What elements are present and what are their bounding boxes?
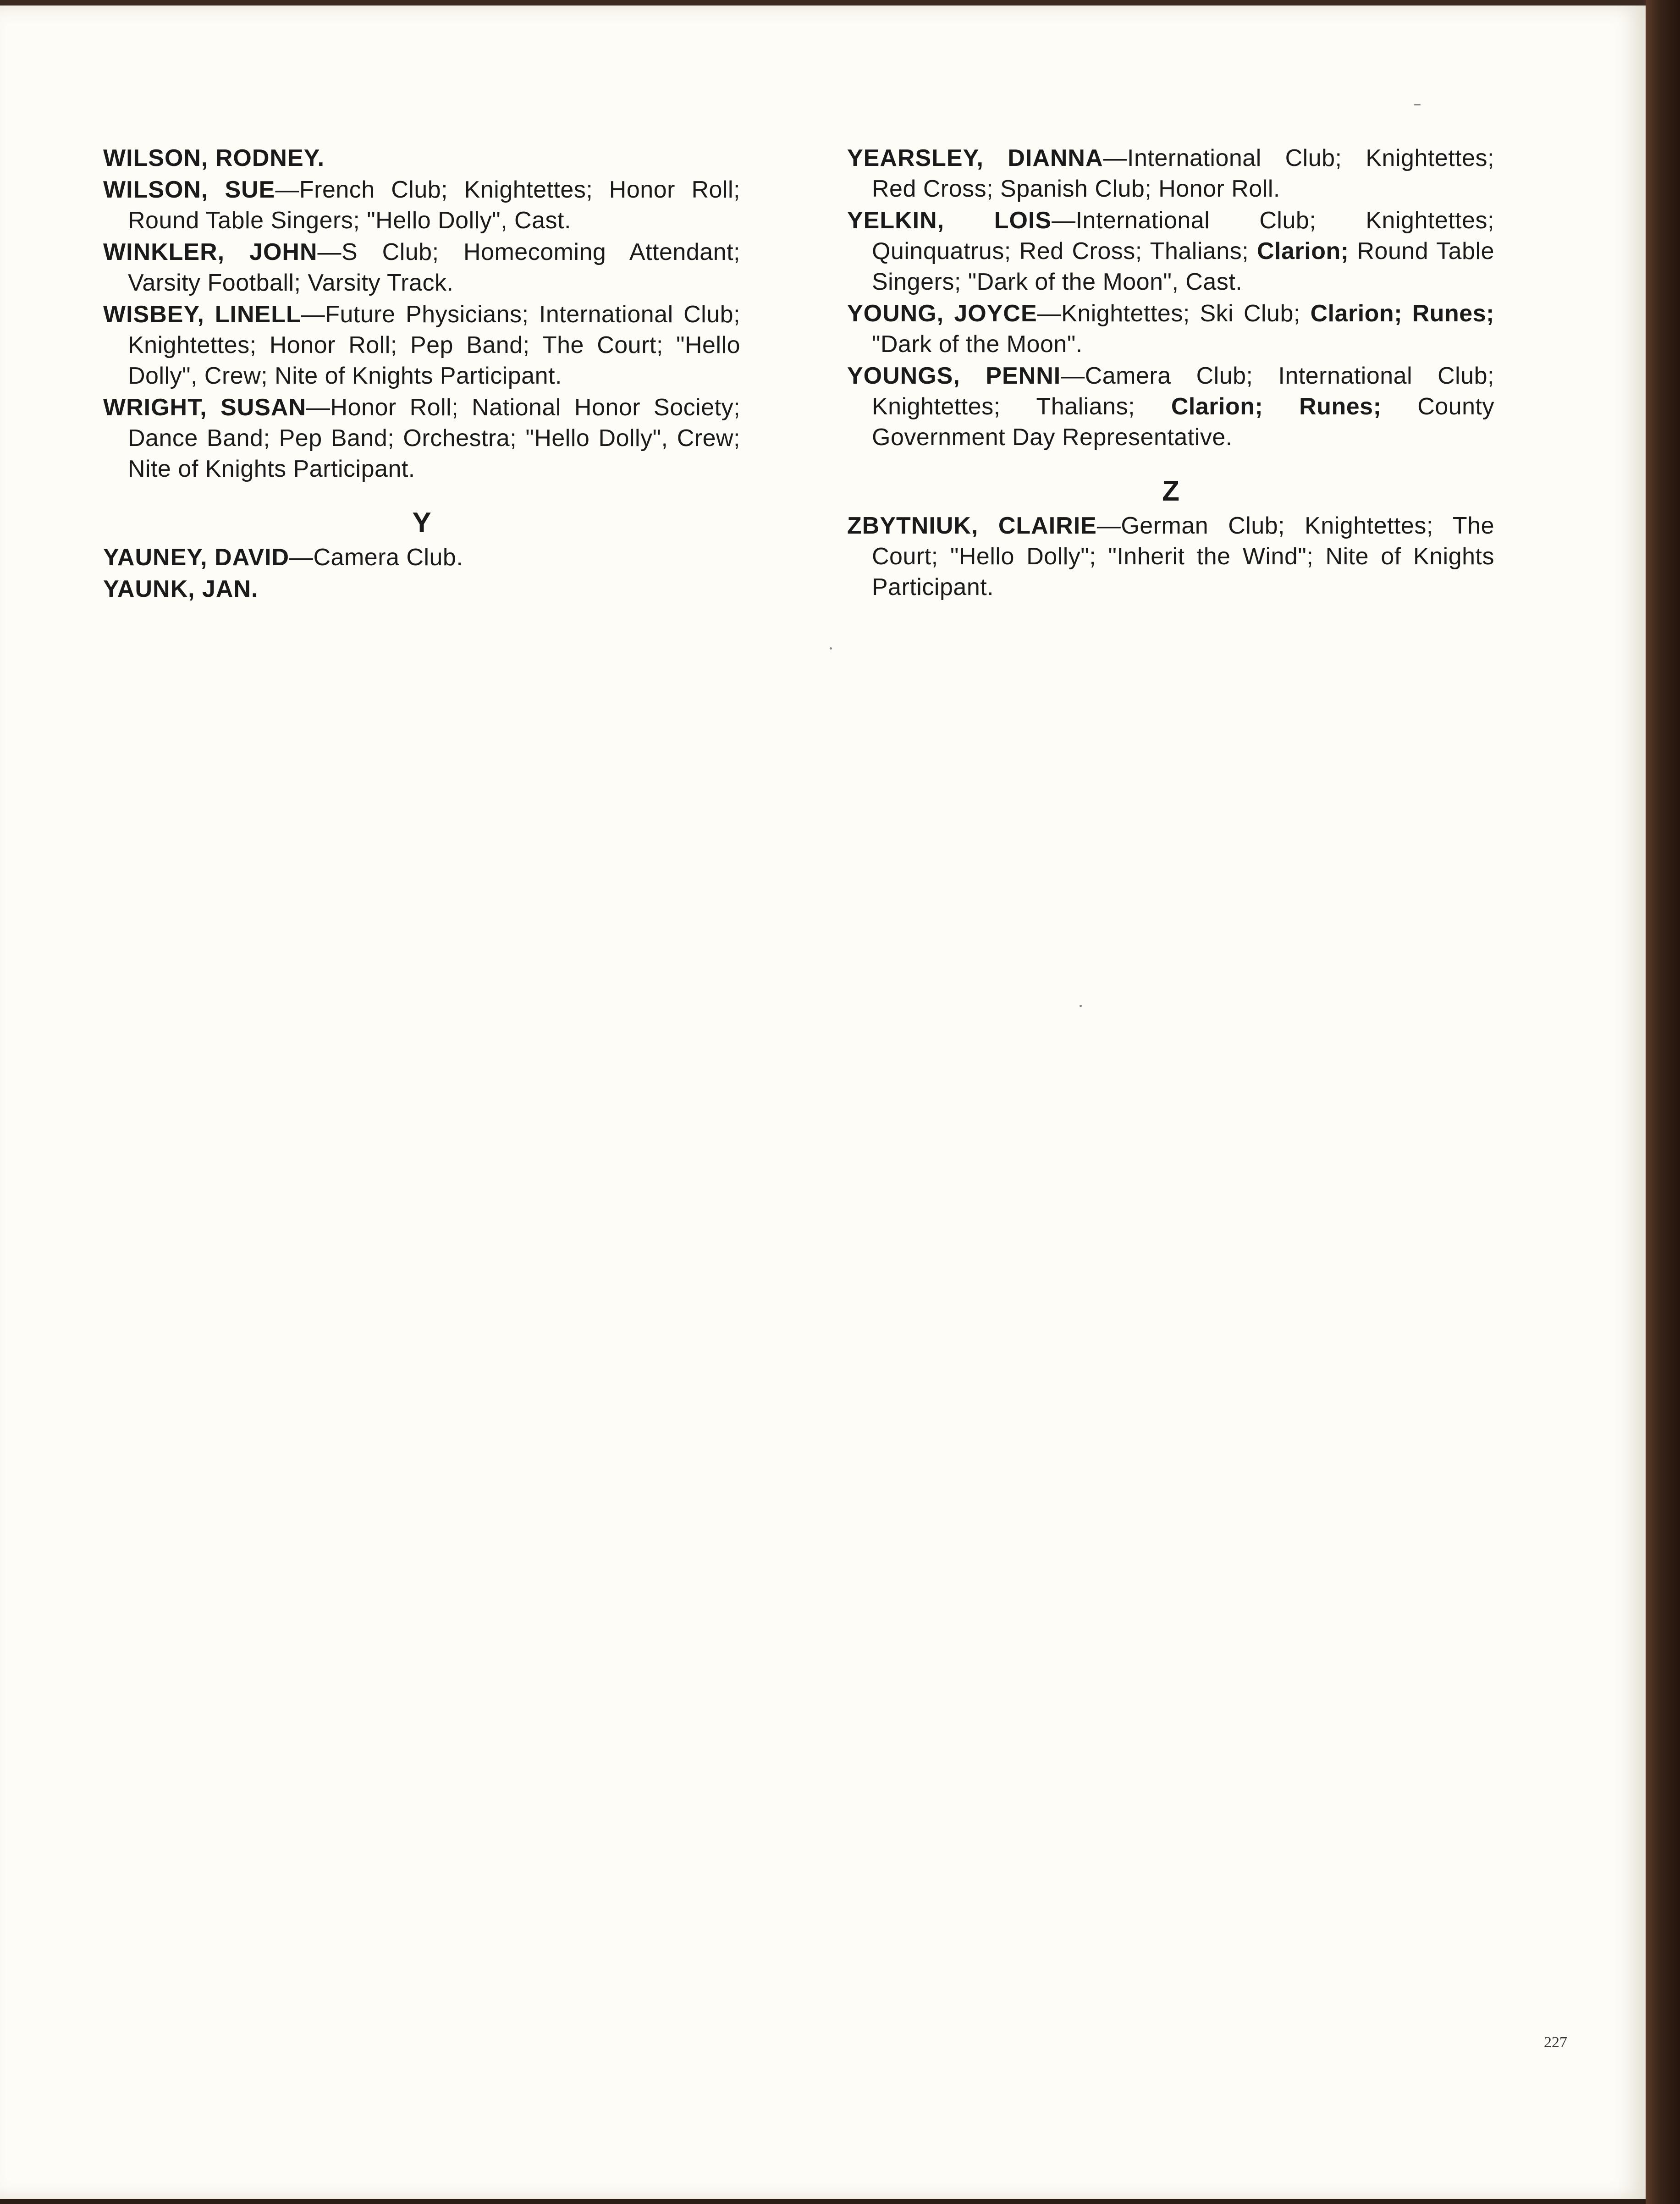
entry-dash: — [1037, 300, 1062, 327]
activities-text: International Club; Knightettes; Red Cross; Spanish Club; Honor Roll. [872, 145, 1494, 202]
student-name: YOUNGS, PENNI [847, 363, 1061, 389]
student-name: WRIGHT, SUSAN [103, 394, 307, 421]
print-speck [1414, 104, 1421, 105]
print-speck [1080, 1005, 1082, 1007]
right-entries [847, 143, 1494, 453]
activities-text: Future Physicians; International Club; Knightettes; Honor Roll; Pep Band; The Court; "Hello Dolly", Crew; Nite of Knights Participant. [128, 301, 740, 389]
roster-entry [103, 143, 740, 174]
activities-text: Round Table Singers; "Dark of the Moon", Cast. [872, 238, 1494, 295]
student-name: WINKLER, JOHN [103, 239, 318, 265]
section-letter-y: Y [412, 507, 431, 539]
roster-entry [847, 143, 1494, 204]
roster-entry [847, 361, 1494, 453]
student-name: WILSON, RODNEY. [103, 145, 325, 171]
entry-dash: — [1103, 145, 1128, 171]
print-speck [830, 647, 832, 650]
student-name: YOUNG, JOYCE [847, 300, 1037, 327]
activities-text: Honor Roll; National Honor Society; Dance Band; Pep Band; Orchestra; "Hello Dolly", Crew; Nite of Knights Participant. [128, 394, 741, 482]
roster-entry [103, 542, 740, 573]
entry-dash: — [317, 239, 342, 265]
student-name: YAUNK, JAN. [103, 576, 259, 602]
entry-dash: — [1096, 512, 1121, 539]
roster-entry [103, 237, 740, 298]
activities-text: French Club; Knightettes; Honor Roll; Round Table Singers; "Hello Dolly", Cast. [128, 176, 740, 234]
student-name: YEARSLEY, DIANNA [847, 145, 1103, 171]
roster-entry [103, 299, 740, 391]
book-spine-edge [1646, 0, 1680, 2204]
entry-dash: — [1061, 363, 1085, 389]
entry-dash: — [1052, 207, 1076, 234]
activities-text: S Club; Homecoming Attendant; Varsity Football; Varsity Track. [128, 239, 740, 296]
activities-text: Knightettes; Ski Club; [1061, 300, 1311, 327]
publication-name: Clarion; Runes; [1310, 300, 1494, 327]
page-number: 227 [1544, 2034, 1567, 2051]
right-column [847, 143, 1494, 604]
entry-dash: — [306, 394, 330, 421]
activities-text: International Club; Knightettes; Quinquatrus; Red Cross; Thalians; [872, 207, 1494, 264]
top-edge [0, 0, 1680, 6]
left-column [103, 143, 740, 606]
roster-entry [847, 511, 1494, 603]
roster-entry [103, 574, 740, 605]
right-entries-after [847, 511, 1494, 603]
activities-text: County Government Day Representative. [872, 393, 1494, 451]
roster-entry [103, 392, 740, 485]
roster-entry [847, 298, 1494, 360]
left-entries [103, 143, 740, 485]
entry-dash: — [275, 176, 299, 203]
activities-text: Camera Club; International Club; Knightettes; Thalians; [872, 363, 1495, 420]
activities-text: German Club; Knightettes; The Court; "Hello Dolly"; "Inherit the Wind"; Nite of Knights Participant. [872, 512, 1494, 601]
left-entries-after [103, 542, 740, 605]
activities-text: "Dark of the Moon". [872, 331, 1083, 358]
student-name: WISBEY, LINELL [103, 301, 301, 328]
student-name: ZBYTNIUK, CLAIRIE [847, 512, 1097, 539]
entry-dash: — [301, 301, 325, 328]
roster-entry [847, 205, 1494, 298]
yearbook-page [0, 6, 1646, 2199]
student-name: YAUNEY, DAVID [103, 544, 289, 571]
entry-dash: — [289, 544, 314, 571]
publication-name: Clarion; Runes; [1171, 393, 1382, 420]
publication-name: Clarion; [1257, 238, 1349, 264]
section-letter-z: Z [1162, 475, 1179, 507]
student-name: YELKIN, LOIS [847, 207, 1052, 234]
student-name: WILSON, SUE [103, 176, 275, 203]
activities-text: Camera Club. [313, 544, 463, 571]
roster-entry [103, 175, 740, 236]
